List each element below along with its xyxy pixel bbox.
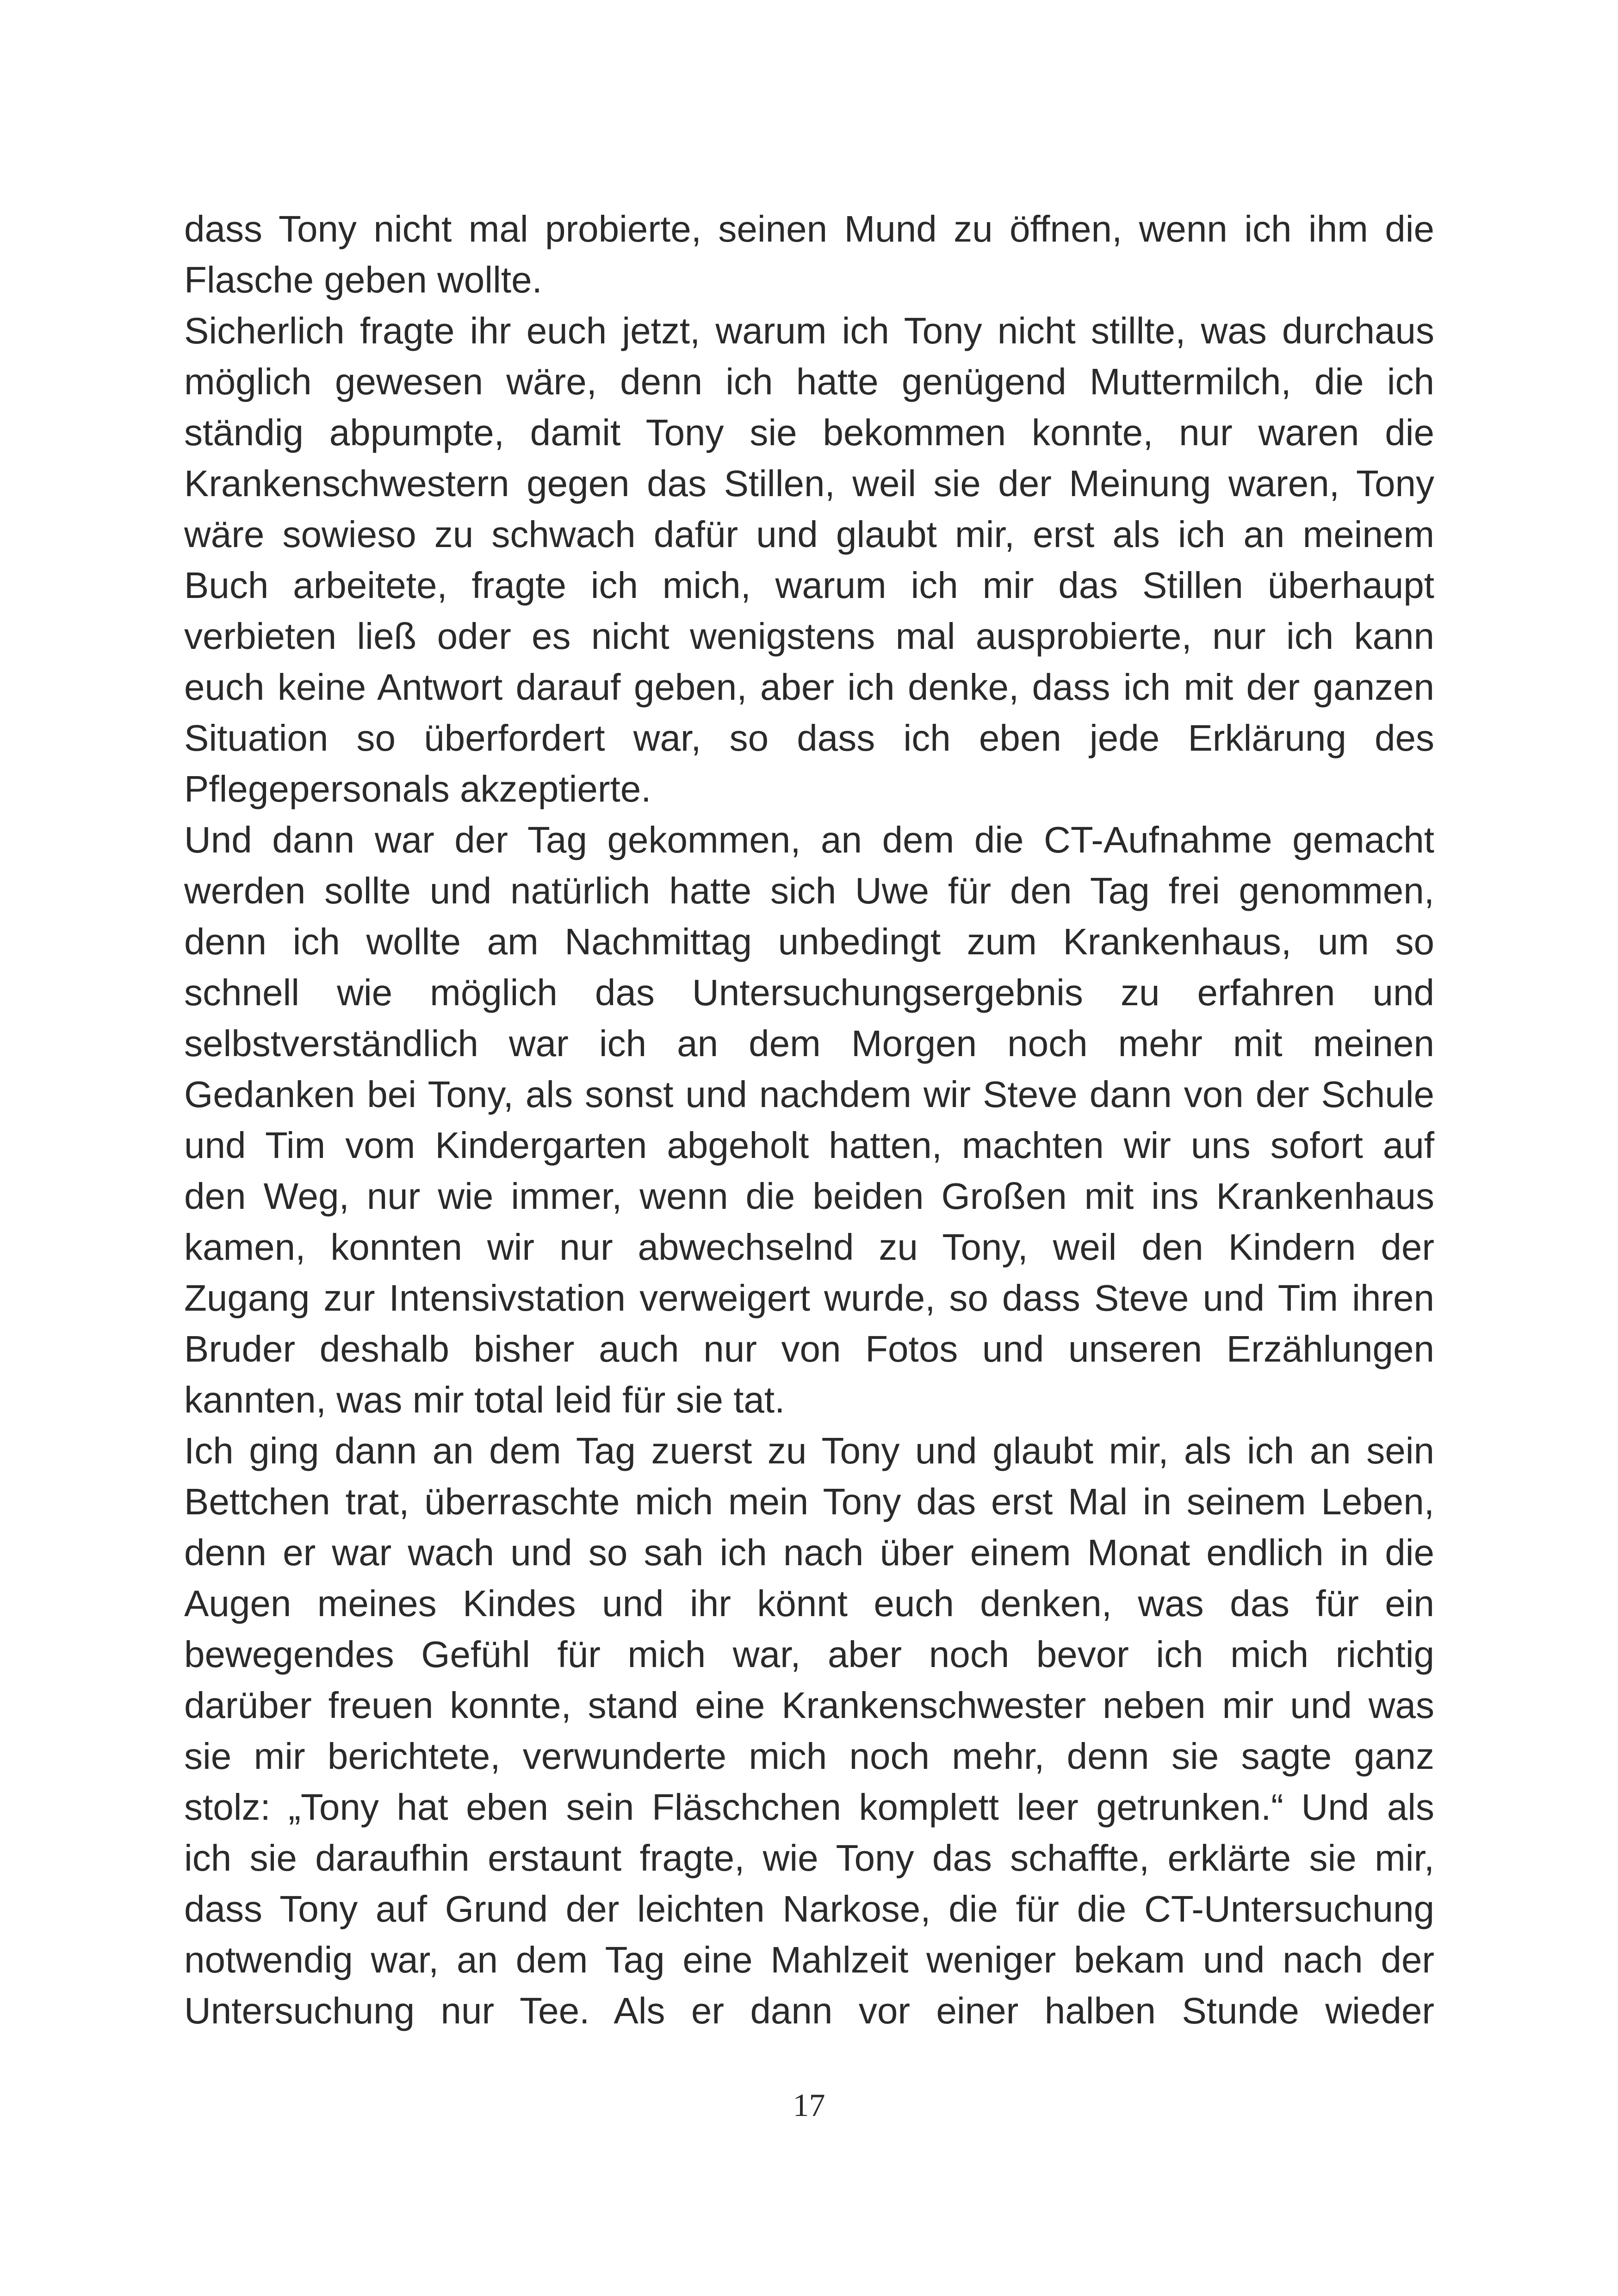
text-line: kannten, was mir total leid für sie tat.	[184, 1379, 785, 1420]
text-line: notwendig war, an dem Tag eine Mahlzeit weniger bekam und nach der	[184, 1939, 1434, 1980]
text-line: kamen, konnten wir nur abwechselnd zu Tony, weil den Kindern der	[184, 1226, 1434, 1268]
text-line: Pflegepersonals akzeptierte.	[184, 768, 651, 809]
text-line: Und dann war der Tag gekommen, an dem die CT-Aufnahme gemacht	[184, 819, 1434, 860]
text-line: stolz: „Tony hat eben sein Fläschchen komplett leer getrunken.“ Und als	[184, 1786, 1434, 1828]
text-line: Krankenschwestern gegen das Stillen, weil sie der Meinung waren, Tony	[184, 463, 1434, 504]
text-line: Ich ging dann an dem Tag zuerst zu Tony und glaubt mir, als ich an sein	[184, 1430, 1434, 1471]
text-line: ich sie daraufhin erstaunt fragte, wie Tony das schaffte, erklärte sie mir,	[184, 1837, 1434, 1879]
text-line: werden sollte und natürlich hatte sich Uwe für den Tag frei genommen,	[184, 870, 1434, 911]
text-line: schnell wie möglich das Untersuchungsergebnis zu erfahren und	[184, 972, 1434, 1013]
text-line: Gedanken bei Tony, als sonst und nachdem wir Steve dann von der Schule	[184, 1074, 1434, 1115]
text-line: euch keine Antwort darauf geben, aber ich denke, dass ich mit der ganzen	[184, 666, 1434, 708]
text-line: Bruder deshalb bisher auch nur von Fotos und unseren Erzählungen	[184, 1328, 1434, 1369]
body-text	[184, 204, 1434, 2036]
text-line: denn ich wollte am Nachmittag unbedingt zum Krankenhaus, um so	[184, 921, 1434, 962]
text-line: Flasche geben wollte.	[184, 259, 542, 300]
text-line: verbieten ließ oder es nicht wenigstens mal ausprobierte, nur ich kann	[184, 616, 1434, 657]
text-line: dass Tony auf Grund der leichten Narkose, die für die CT-Untersuchung	[184, 1888, 1434, 1929]
text-line: Augen meines Kindes und ihr könnt euch denken, was das für ein	[184, 1583, 1434, 1624]
text-line: wäre sowieso zu schwach dafür und glaubt mir, erst als ich an meinem	[184, 514, 1434, 555]
text-line: Zugang zur Intensivstation verweigert wurde, so dass Steve und Tim ihren	[184, 1277, 1434, 1319]
text-line: den Weg, nur wie immer, wenn die beiden Großen mit ins Krankenhaus	[184, 1176, 1434, 1217]
text-line: sie mir berichtete, verwunderte mich noch mehr, denn sie sagte ganz	[184, 1736, 1434, 1777]
text-line: und Tim vom Kindergarten abgeholt hatten, machten wir uns sofort auf	[184, 1125, 1434, 1166]
text-line: Buch arbeitete, fragte ich mich, warum ich mir das Stillen überhaupt	[184, 565, 1434, 606]
text-line: Untersuchung nur Tee. Als er dann vor einer halben Stunde wieder	[184, 1990, 1434, 2031]
text-line: Bettchen trat, überraschte mich mein Tony das erst Mal in seinem Leben,	[184, 1481, 1434, 1522]
text-line: darüber freuen konnte, stand eine Krankenschwester neben mir und was	[184, 1685, 1434, 1726]
text-line: denn er war wach und so sah ich nach über einem Monat endlich in die	[184, 1532, 1434, 1573]
text-line: bewegendes Gefühl für mich war, aber noch bevor ich mich richtig	[184, 1634, 1434, 1675]
text-line: Sicherlich fragte ihr euch jetzt, warum ich Tony nicht stillte, was durchaus	[184, 310, 1434, 351]
page-number: 17	[793, 2088, 825, 2123]
text-line: selbstverständlich war ich an dem Morgen noch mehr mit meinen	[184, 1023, 1434, 1064]
text-line: möglich gewesen wäre, denn ich hatte genügend Muttermilch, die ich	[184, 361, 1434, 402]
text-line: Situation so überfordert war, so dass ich eben jede Erklärung des	[184, 717, 1434, 759]
text-line: ständig abpumpte, damit Tony sie bekommen konnte, nur waren die	[184, 412, 1434, 453]
text-line: dass Tony nicht mal probierte, seinen Mund zu öffnen, wenn ich ihm die	[184, 208, 1434, 249]
